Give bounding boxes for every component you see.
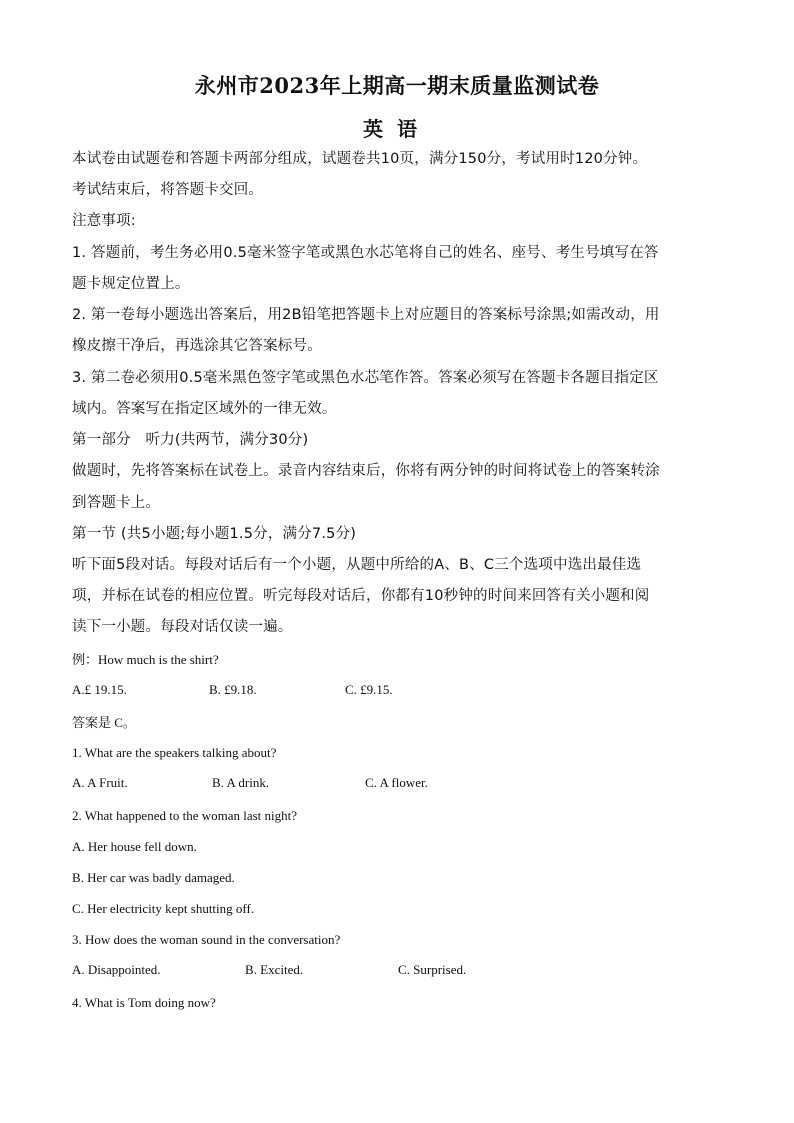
question-1-option-c: C. A flower. [365, 775, 428, 790]
question-3-option-a: A. Disappointed. [72, 962, 161, 977]
intro-line-1: 本试卷由试题卷和答题卡两部分组成，试题卷共10页，满分150分，考试用时120分钟。 [72, 151, 648, 167]
notice-item-3-line-1: 3. 第二卷必须用0.5毫米黑色签字笔或黑色水芯笔作答。答案必须写在答题卡各题目指定区 [72, 370, 659, 386]
section1-instructions-line-3: 读下一小题。每段对话仅读一遍。 [72, 619, 293, 635]
exam-title: 永州市2023年上期高一期末质量监测试卷 [194, 73, 600, 98]
section1-instructions-line-1: 听下面5段对话。每段对话后有一个小题，从题中所给的A、B、C三个选项中选出最佳选 [72, 557, 642, 573]
question-2-option-b: B. Her car was badly damaged. [72, 870, 235, 885]
section1-heading: 第一节 (共5小题;每小题1.5分，满分7.5分) [72, 526, 357, 542]
section1-instructions-line-2: 项，并标在试卷的相应位置。听完每段对话后，你都有10秒钟的时间来回答有关小题和阅 [72, 588, 650, 604]
question-1-option-a: A. A Fruit. [72, 775, 128, 790]
intro-line-2: 考试结束后，将答题卡交回。 [72, 182, 264, 198]
notice-item-1-line-2: 题卡规定位置上。 [72, 276, 190, 292]
question-4-text: 4. What is Tom doing now? [72, 995, 216, 1010]
question-2-option-a: A. Her house fell down. [72, 839, 197, 854]
question-3-text: 3. How does the woman sound in the conversation? [72, 932, 341, 947]
question-1-text: 1. What are the speakers talking about? [72, 745, 277, 760]
notice-item-1-line-1: 1. 答题前，考生务必用0.5毫米签字笔或黑色水芯笔将自己的姓名、座号、考生号填写在答 [72, 245, 659, 261]
part1-heading: 第一部分 听力(共两节，满分30分) [72, 432, 309, 448]
notice-heading: 注意事项: [72, 213, 136, 229]
example-option-a: A.£ 19.15. [72, 682, 127, 697]
example-question: 例：How much is the shirt? [72, 652, 219, 667]
notice-item-2-line-1: 2. 第一卷每小题选出答案后，用2B铅笔把答题卡上对应题目的答案标号涂黑;如需改动，用 [72, 307, 660, 323]
part1-instructions-line-1: 做题时，先将答案标在试卷上。录音内容结束后，你将有两分钟的时间将试卷上的答案转涂 [72, 463, 660, 479]
question-2-option-c: C. Her electricity kept shutting off. [72, 901, 255, 916]
question-3-option-c: C. Surprised. [398, 962, 467, 977]
example-option-b: B. £9.18. [209, 682, 257, 697]
question-3-option-b: B. Excited. [245, 962, 304, 977]
notice-item-3-line-2: 域内。答案写在指定区域外的一律无效。 [72, 401, 337, 417]
example-option-c: C. £9.15. [345, 682, 393, 697]
subject-title: 英语 [363, 117, 431, 141]
question-2-text: 2. What happened to the woman last night? [72, 808, 298, 823]
example-answer: 答案是 C。 [72, 715, 136, 730]
notice-item-2-line-2: 橡皮擦干净后，再选涂其它答案标号。 [72, 338, 322, 354]
question-1-option-b: B. A drink. [212, 775, 270, 790]
part1-instructions-line-2: 到答题卡上。 [72, 495, 161, 511]
